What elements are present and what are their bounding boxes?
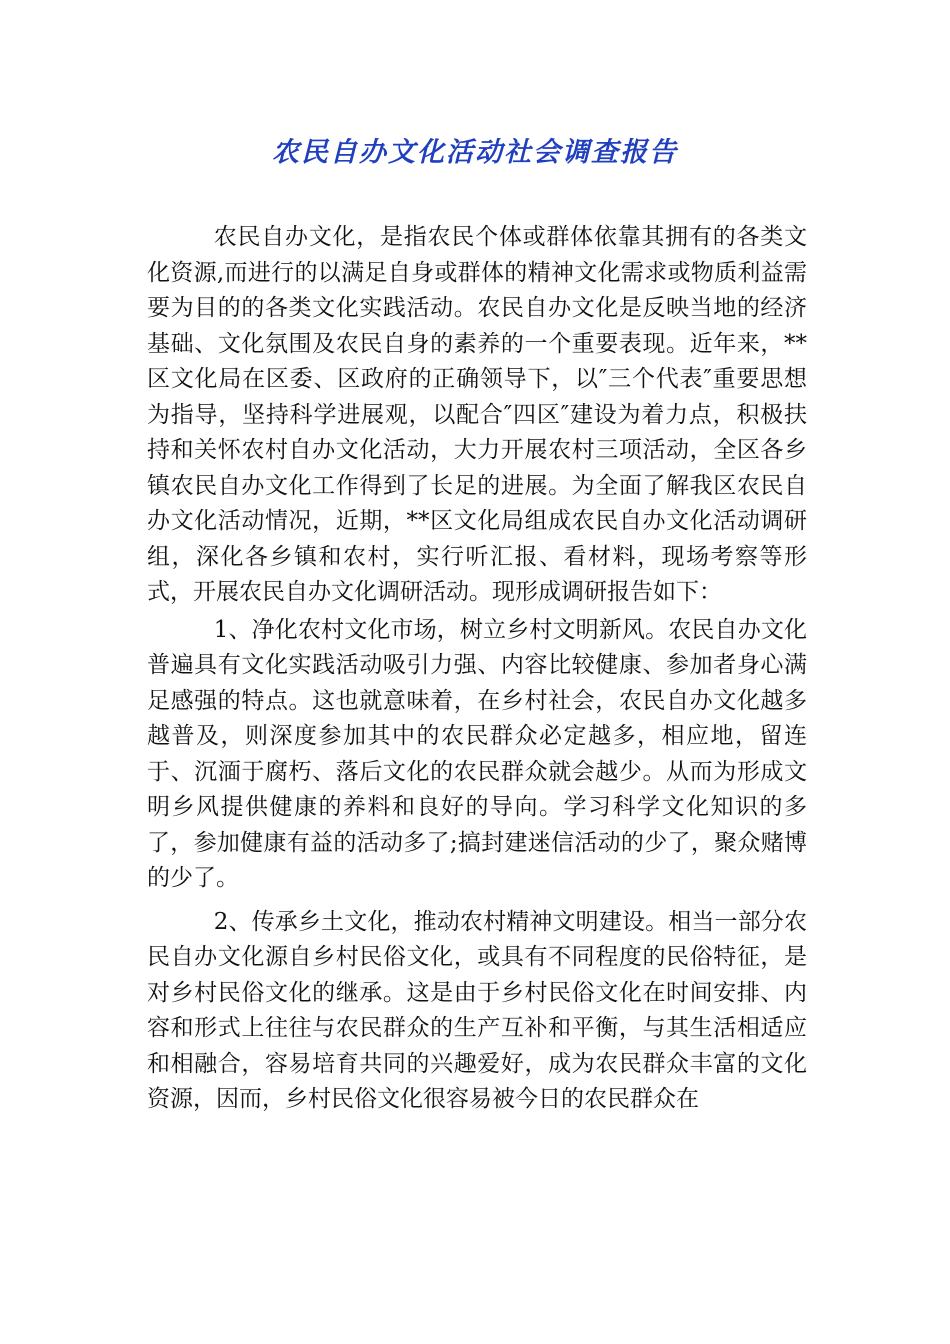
- document-title: 农民自办文化活动社会调查报告: [272, 137, 678, 168]
- paragraph-intro: 农民自办文化，是指农民个体或群体依靠其拥有的各类文化资源,而进行的以满足自身或群体的精神文化需求或物质利益需要为目的的各类文化实践活动。农民自办文化是反映当地的经济基础、文化氛围及农民自身的素养的一个重要表现。近年来，**区文化局在区委、区政府的正确领导下，以″三个代表″重要思想为指导，坚持科学进展观，以配合″四区″建设为着力点，积极扶持和关怀农村自办文化活动，大力开展农村三项活动，全区各乡镇农民自办文化工作得到了长足的进展。为全面了解我区农民自办文化活动情况，近期，**区文化局组成农民自办文化活动调研组，深化各乡镇和农村，实行听汇报、看材料，现场考察等形式，开展农民自办文化调研活动。现形成调研报告如下：: [147, 224, 807, 605]
- paragraph-point-1: 1、净化农村文化市场，树立乡村文明新风。农民自办文化普遍具有文化实践活动吸引力强、内容比较健康、参加者身心满足感强的特点。这也就意味着，在乡村社会，农民自办文化越多越普及，则深度参加其中的农民群众必定越多，相应地，留连于、沉湎于腐朽、落后文化的农民群众就会越少。从而为形成文明乡风提供健康的养料和良好的导向。学习科学文化知识的多了，参加健康有益的活动多了;搞封建迷信活动的少了，聚众赌博的少了。: [147, 616, 807, 891]
- paragraph-point-2: 2、传承乡土文化，推动农村精神文明建设。相当一部分农民自办文化源自乡村民俗文化，或具有不同程度的民俗特征，是对乡村民俗文化的继承。这是由于乡村民俗文化在时间安排、内容和形式上往往与农民群众的生产互补和平衡，与其生活相适应和相融合，容易培育共同的兴趣爱好，成为农民群众丰富的文化资源，因而，乡村民俗文化很容易被今日的农民群众在: [147, 908, 807, 1112]
- document-body: [147, 220, 807, 1118]
